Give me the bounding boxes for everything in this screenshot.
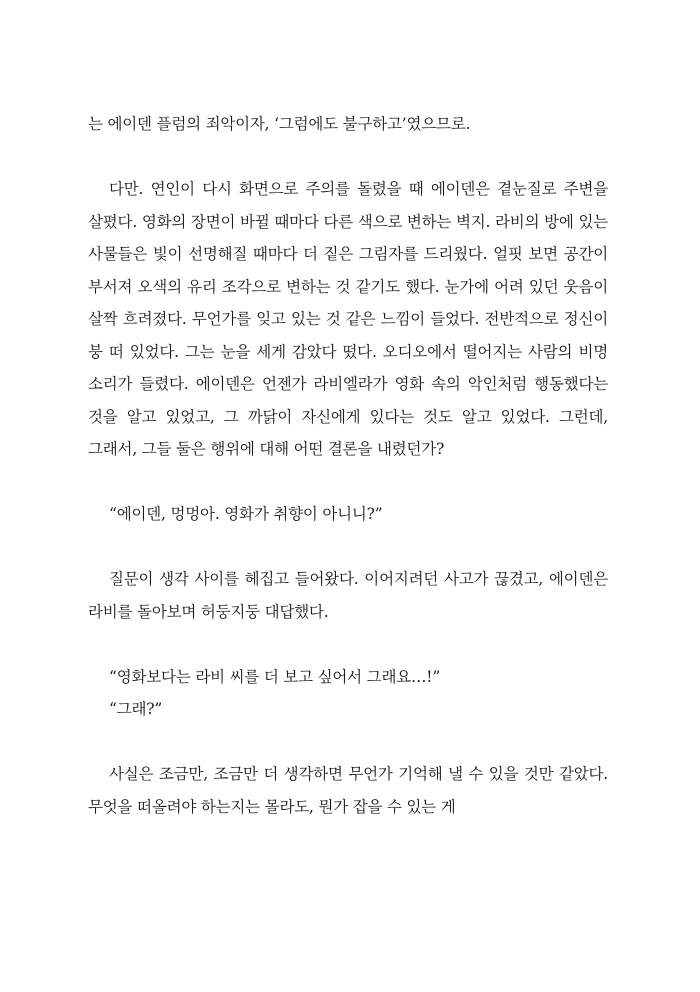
paragraph-1: 는 에이덴 플럼의 죄악이자, ‘그럼에도 불구하고’였으므로. <box>88 115 471 133</box>
body-text <box>88 108 608 823</box>
paragraph-gap <box>88 466 608 499</box>
paragraph-4: 사실은 조금만, 조금만 더 생각하면 무언가 기억해 낼 수 있을 것만 같았다. 무엇을 떠올려야 하는지는 몰라도, 뭔가 잡을 수 있는 게 <box>88 765 608 816</box>
paragraph-gap <box>88 141 608 174</box>
dialogue-line-1: “에이덴, 멍멍아. 영화가 취향이 아니니?” <box>109 505 383 523</box>
dialogue-line-2: “영화보다는 라비 씨를 더 보고 싶어서 그래요…!” <box>109 667 441 686</box>
paragraph-3: 질문이 생각 사이를 헤집고 들어왔다. 이어지려던 사고가 끊겼고, 에이덴은 라비를 돌아보며 허둥지둥 대답했다. <box>88 570 608 621</box>
paragraph-gap <box>88 628 608 661</box>
paragraph-gap <box>88 726 608 759</box>
paragraph-2: 다만. 연인이 다시 화면으로 주의를 돌렸을 때 에이덴은 곁눈질로 주변을 살폈다. 영화의 장면이 바뀔 때마다 다른 색으로 변하는 벽지. 라비의 방에 있는 사물들은 빛이 선명해질 때마다 더 짙은 그림자를 드리웠다. 얼핏 보면 공간이 부서져 오색의 유리 조각으로 변하는 것 같기도 했다. 눈가에 어려 있던 웃음이 살짝 흐려졌다. 무언가를 잊고 있는 것 같은 느낌이 들었다. 전반적으로 정신이 붕 떠 있었다. 그는 눈을 세게 감았다 떴다. 오디오에서 떨어지는 사람의 비명 소리가 들렸다. 에이덴은 언젠가 라비엘라가 영화 속의 악인처럼 행동했다는 것을 알고 있었고, 그 까닭이 자신에게 있다는 것도 알고 있었다. 그런데, 그래서, 그들 둘은 행위에 대해 어떤 결론을 내렸던가? <box>88 180 608 458</box>
paragraph-gap <box>88 531 608 564</box>
dialogue-line-3: “그래?” <box>109 700 163 718</box>
